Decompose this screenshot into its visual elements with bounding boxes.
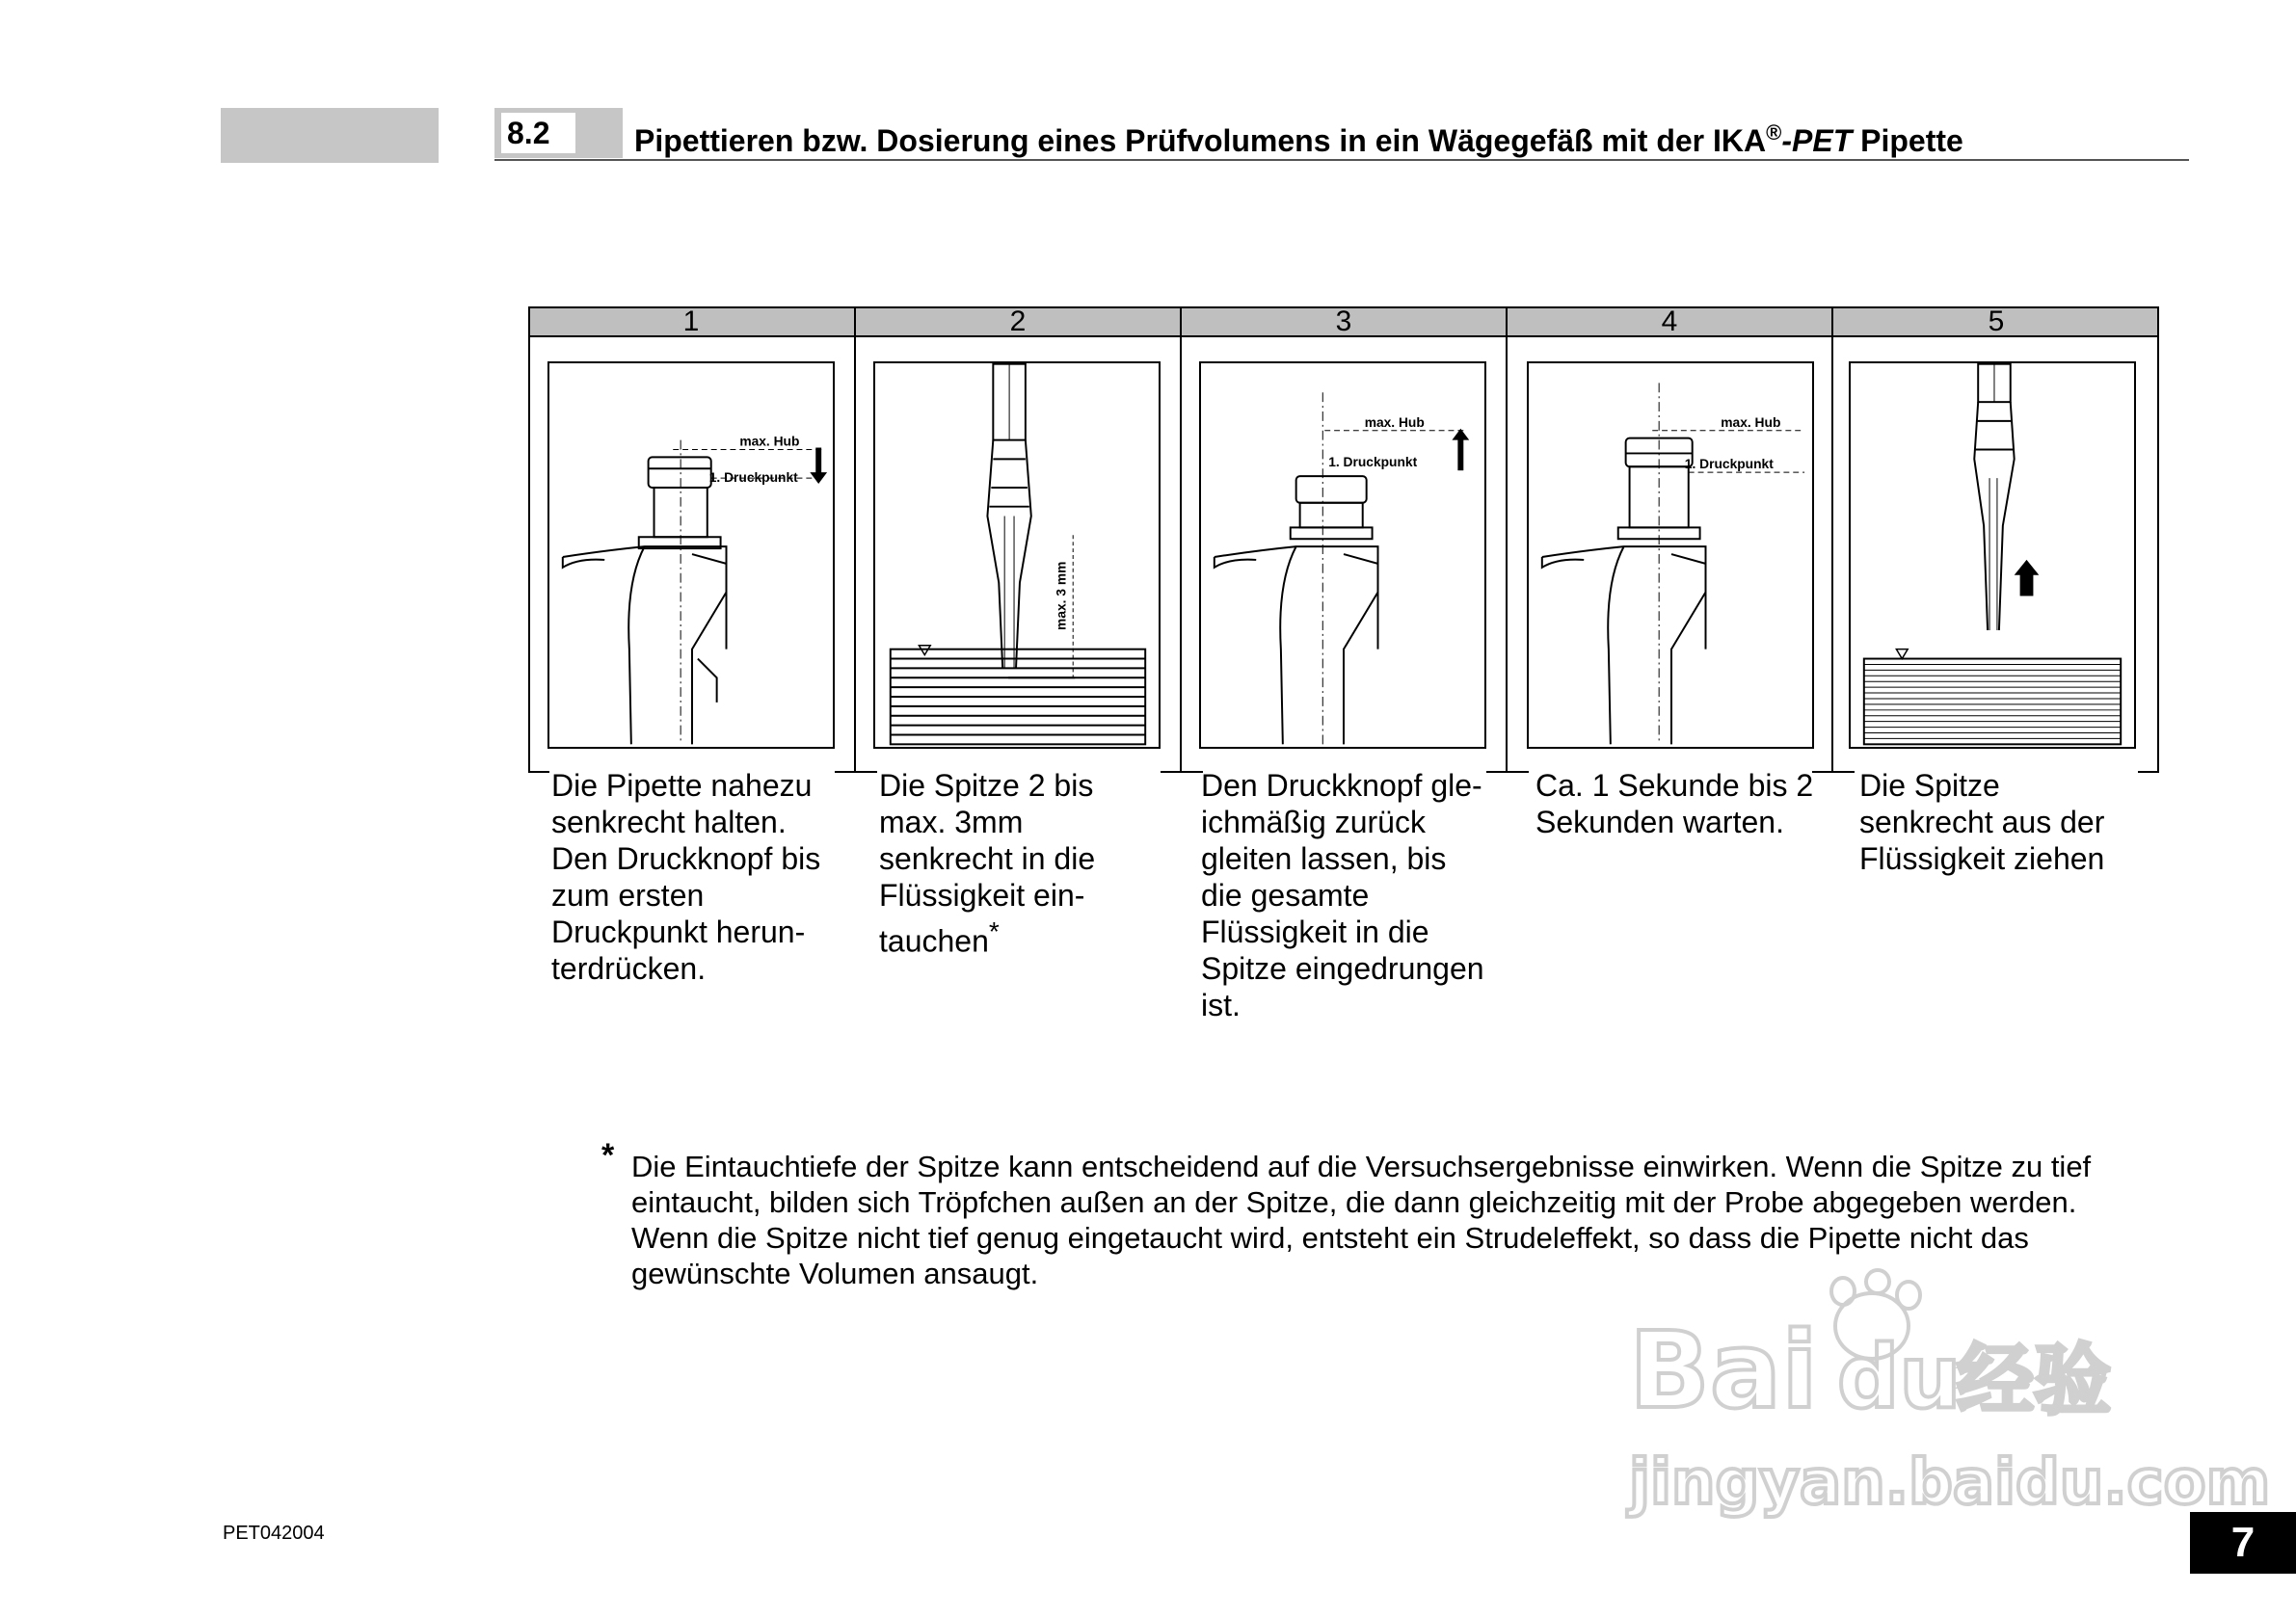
section-title [634, 108, 1963, 166]
section-title-end: Pipette [1852, 123, 1963, 158]
column-separator [1506, 306, 1508, 773]
separator-tick [1486, 771, 1508, 773]
druckpunkt-label: 1. Druckpunkt [1328, 454, 1418, 470]
column-separator [854, 306, 856, 773]
step-2-text [879, 767, 1095, 960]
step-header-3: 3 [1182, 306, 1506, 337]
step-2-text-body: Die Spitze 2 bis max. 3mm senkrecht in die Flüssigkeit ein- tauchen [879, 768, 1096, 959]
step-4-text: Ca. 1 Sekunde bis 2 Sekunden warten. [1535, 768, 1814, 839]
figure-step-1 [547, 361, 835, 749]
figure-step-2 [873, 361, 1161, 749]
separator-tick [1833, 771, 1855, 773]
separator-tick [835, 771, 856, 773]
max-hub-label: max. Hub [739, 433, 800, 449]
header-gray-block [221, 108, 439, 163]
step-header-4: 4 [1508, 306, 1831, 337]
druckpunkt-label: 1. Druckpunkt [708, 469, 798, 486]
max-hub-label: max. Hub [1721, 413, 1781, 430]
column-separator [2157, 306, 2159, 773]
footnote-text: Die Eintauchtiefe der Spitze kann entscheidend auf die Versuchsergebnisse einwirken. Wenn die Spitze zu tief eintaucht, bilden sich Tröpfchen außen an der Spitze, die dann gleichzeitig mit der Probe abgegeben werden. Wenn die Spitze nicht tief genug eingetaucht wird, entsteht ein Strudeleffekt, so dass die Pipette nicht das gewünschte Volumen ansaugt. [631, 1150, 2092, 1290]
separator-tick [1812, 771, 1833, 773]
separator-tick [1508, 771, 1529, 773]
document-code: PET042004 [223, 1523, 325, 1544]
depth-label: max. 3 mm [1053, 561, 1069, 630]
registered-mark: ® [1766, 120, 1782, 145]
step-header-5: 5 [1833, 306, 2159, 337]
title-rule [494, 159, 2189, 161]
section-number: 8.2 [501, 113, 575, 153]
section-title-italic: -PET [1781, 123, 1853, 158]
watermark-text: 经验 [1957, 1336, 2111, 1425]
column-separator [1180, 306, 1182, 773]
druckpunkt-label: 1. Druckpunkt [1684, 456, 1774, 472]
separator-tick [1161, 771, 1182, 773]
footnote-marker: * [988, 916, 1000, 946]
liquid-fill [1864, 664, 2121, 738]
section-title-main: Pipettieren bzw. Dosierung eines Prüfvolumens in ein Wägegefäß mit der IKA [634, 123, 1767, 158]
column-separator [528, 306, 530, 773]
watermark-url: jingyan.baidu.com [1629, 1447, 2271, 1519]
separator-tick [1182, 771, 1203, 773]
liquid-fill [891, 659, 1145, 735]
figure-step-3 [1199, 361, 1486, 749]
baidu-jingyan-watermark [1619, 1272, 2271, 1523]
figure-step-4 [1527, 361, 1814, 749]
page-number: 7 [2190, 1512, 2296, 1574]
column-separator [1831, 306, 1833, 773]
pipette-tip-drawing [1851, 363, 2134, 747]
step-header-2: 2 [856, 306, 1180, 337]
separator-tick [2138, 771, 2159, 773]
watermark-text: Bai [1629, 1309, 1818, 1432]
separator-tick [528, 771, 549, 773]
figure-step-5 [1849, 361, 2136, 749]
pipette-tip-drawing [875, 363, 1159, 747]
pipette-drawing [1201, 363, 1484, 747]
step-5-text: Die Spitze senkrecht aus der Flüssigkeit ziehen [1859, 768, 2105, 876]
separator-tick [856, 771, 877, 773]
step-1-text: Die Pipette nahezu senkrecht halten. Den Druckknopf bis zum ersten Druckpunkt herun- terdrücken. [551, 768, 821, 986]
watermark-text: du [1837, 1327, 1962, 1428]
step-header-1: 1 [528, 306, 854, 337]
step-3-text: Den Druckknopf gle- ichmäßig zurück gleiten lassen, bis die gesamte Flüssigkeit in die Spitze eingedrungen ist. [1201, 768, 1484, 1022]
pipette-drawing [549, 363, 833, 747]
max-hub-label: max. Hub [1364, 413, 1425, 430]
footnote-star: * [601, 1137, 615, 1174]
pipette-drawing [1529, 363, 1812, 747]
